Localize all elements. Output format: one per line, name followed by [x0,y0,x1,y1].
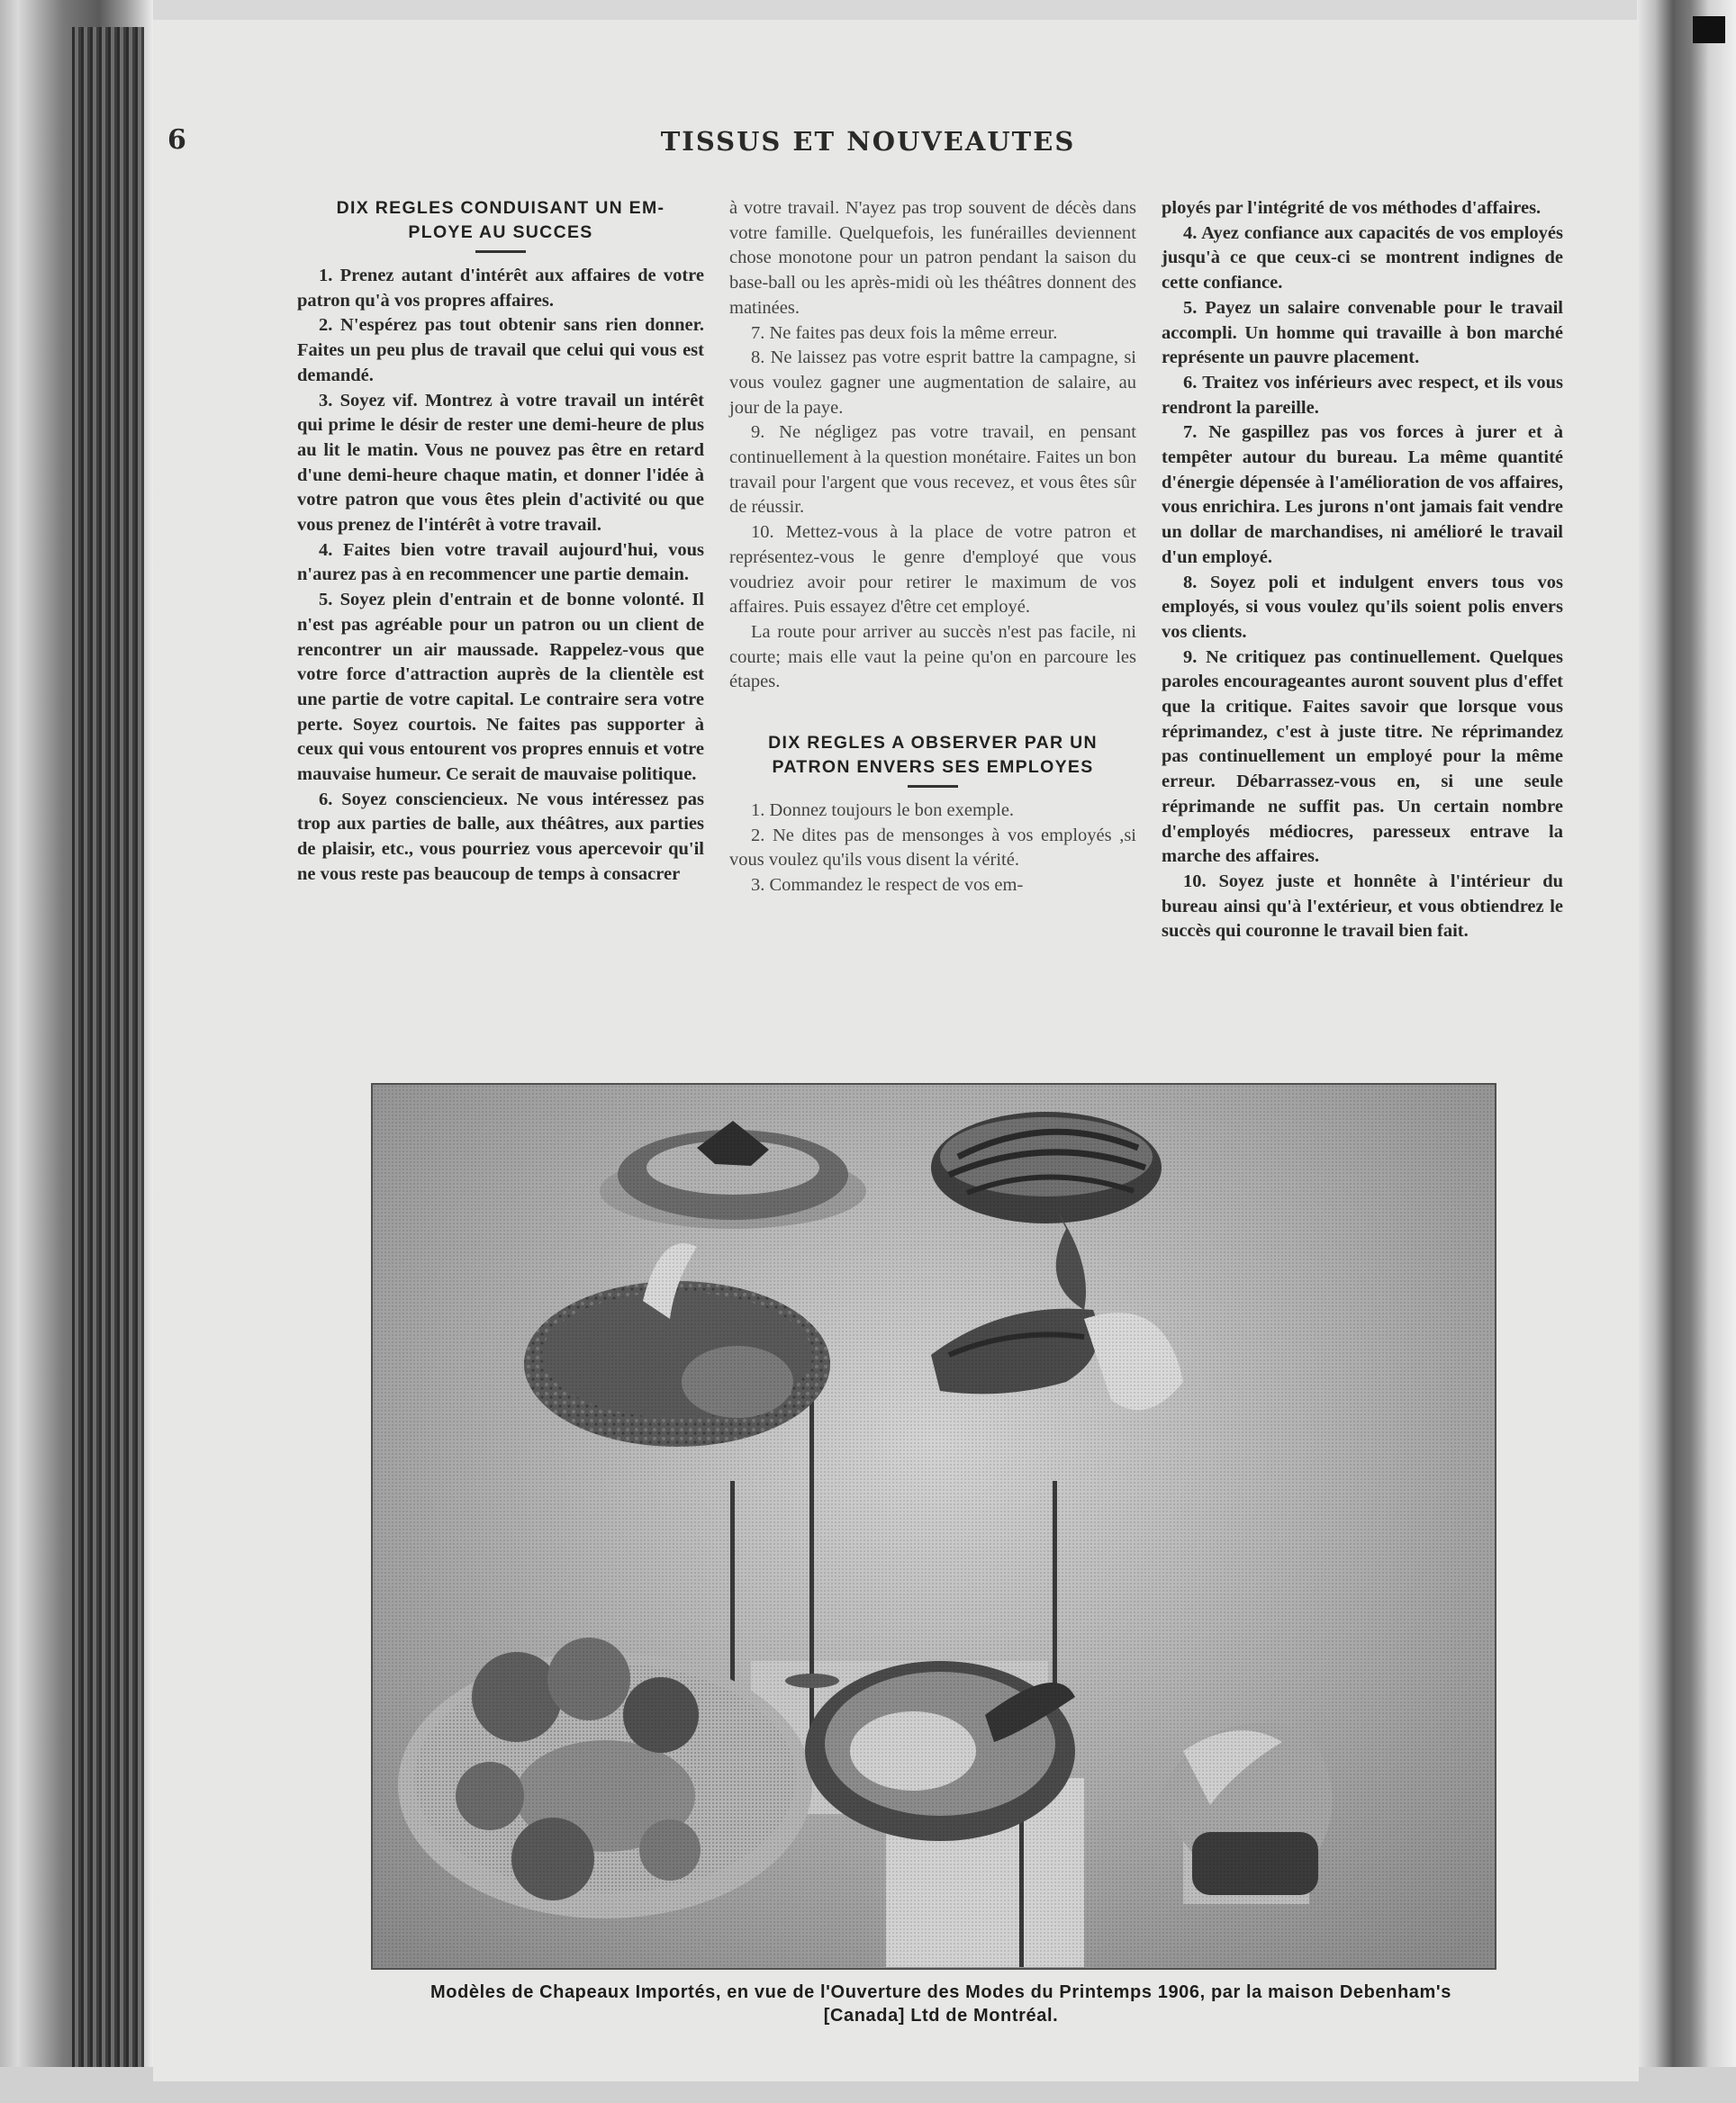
rule-paragraph: 3. Commandez le respect de vos em- [751,875,1024,896]
rule-paragraph: 4. Ayez confiance aux capacités de vos employés jusqu'à ce que ceux-ci se montrent indignes de cette confiance. [1162,222,1563,293]
rule-paragraph: La route pour arriver au succès n'est pas facile, ni courte; mais elle vaut la peine qu'on en parcoure les étapes. [729,621,1136,692]
photo-caption [369,1981,1513,2027]
rule-paragraph: 1. Donnez toujours le bon exemple. [751,800,1015,821]
rule-paragraph: 4. Faites bien votre travail aujourd'hui, vous n'aurez pas à en recommencer une partie demain. [297,539,704,585]
rule-paragraph: 6. Traitez vos inférieurs avec respect, et ils vous rendront la pareille. [1162,372,1563,418]
article1-heading-line1: DIX REGLES CONDUISANT UN EM- [336,198,665,218]
book-spine-edge [0,0,153,2103]
rule-paragraph: 2. Ne dites pas de mensonges à vos employés ,si vous voulez qu'ils vous disent la vérité. [729,825,1136,871]
hats-photograph [371,1083,1496,1970]
running-head: TISSUS ET NOUVEAUTES [660,126,1076,157]
rule-paragraph: 2. N'espérez pas tout obtenir sans rien donner. Faites un peu plus de travail que celui qui vous est demandé. [297,315,704,385]
rule-paragraph: 9. Ne critiquez pas continuellement. Quelques paroles encourageantes auront souvent plus d'effet que la critique. Faites savoir que lorsque vous réprimandez, c'est à juste titre. Ne réprimandez pas continuellement un employé pour la même erreur. Débarrassez-vous en, si une seule réprimande ne suffit pas. Un certain nombre d'employés médiocres, paresseux entrave la marche des affaires. [1162,646,1563,867]
heading-rule [908,785,958,788]
rule-paragraph: 8. Soyez poli et indulgent envers tous vos employés, si vous voulez qu'ils soient polis envers vos clients. [1162,572,1563,642]
rule-paragraph: à votre travail. N'ayez pas trop souvent de décès dans votre famille. Quelquefois, les funérailles deviennent chose monotone pour un patron pendant la saison du base-ball ou les après-midi où les théâtres donnent des matinées. [729,198,1136,318]
scan-right-edge [1637,0,1736,2103]
hats-photograph-art [373,1085,1495,1968]
column-1 [297,196,704,888]
heading-rule [475,250,526,253]
rule-paragraph: 1. Prenez autant d'intérêt aux affaires de votre patron qu'à vos propres affaires. [297,266,704,311]
rule-paragraph: 9. Ne négligez pas votre travail, en pensant continuellement à la question monétaire. Faites un bon travail pour l'argent que vous recevez, et vous êtes sûr de réussir. [729,422,1136,518]
rule-paragraph: 10. Soyez juste et honnête à l'intérieur du bureau ainsi qu'à l'extérieur, et vous obtiendrez le succès qui couronne le travail bien fait. [1162,871,1563,942]
rule-paragraph: 10. Mettez-vous à la place de votre patron et représentez-vous le genre d'employé que vous voudriez avoir pour retirer le maximum de vos affaires. Puis essayez d'être cet employé. [729,522,1136,618]
photo-caption-line1: Modèles de Chapeaux Importés, en vue de l'Ouverture des Modes du Printemps 1906, par la maison Debenham's [430,1982,1451,2002]
article2-heading [729,731,1136,780]
rule-paragraph: 7. Ne gaspillez pas vos forces à jurer et à tempêter autour du bureau. La même quantité d'énergie dépensée à l'amélioration de vos affaires, vous enrichira. Les jurons n'ont jamais fait vendre un dollar de marchandises, ni amélioré le travail d'un employé. [1162,422,1563,567]
rule-paragraph: 6. Soyez consciencieux. Ne vous intéressez pas trop aux parties de balle, aux théâtres, aux parties de plaisir, etc., vous pourriez vous apercevoir qu'il ne vous reste pas beaucoup de temps à consacrer [297,789,704,884]
rule-paragraph: 5. Payez un salaire convenable pour le travail accompli. Un homme qui travaille à bon marché représente un pauvre placement. [1162,297,1563,368]
column-3 [1162,196,1563,944]
article1-heading-line2: PLOYE AU SUCCES [408,222,593,242]
rule-paragraph: 7. Ne faites pas deux fois la même erreur. [751,322,1058,343]
rule-paragraph: 8. Ne laissez pas votre esprit battre la campagne, si vous voulez gagner une augmentation de salaire, au jour de la paye. [729,347,1136,418]
photo-caption-line2: [Canada] Ltd de Montréal. [823,2006,1059,2026]
page-number: 6 [167,124,186,156]
article1-heading [297,196,704,245]
rule-paragraph: 3. Soyez vif. Montrez à votre travail un intérêt qui prime le désir de rester une demi-heure de plus au lit le matin. Vous ne pouvez pas être en retard d'une demi-heure chaque matin, et donner l'idée à votre patron que vous êtes plein d'activité ou que vous prenez de l'intérêt à votre travail. [297,390,704,536]
rule-paragraph: 5. Soyez plein d'entrain et de bonne volonté. Il n'est pas agréable pour un patron ou un client de rencontrer un air maussade. Rappelez-vous que votre force d'attraction auprès de la clientèle est une partie de votre capital. Le contraire sera votre perte. Soyez courtois. Ne faites pas supporter à ceux qui vous entourent vos propres ennuis et votre mauvaise humeur. Ce serait de mauvaise politique. [297,590,704,785]
article2-heading-line1: DIX REGLES A OBSERVER PAR UN [768,733,1098,754]
article2-heading-line2: PATRON ENVERS SES EMPLOYES [772,757,1094,778]
column-2 [729,196,1136,898]
rule-paragraph: ployés par l'intégrité de vos méthodes d'affaires. [1162,198,1542,218]
